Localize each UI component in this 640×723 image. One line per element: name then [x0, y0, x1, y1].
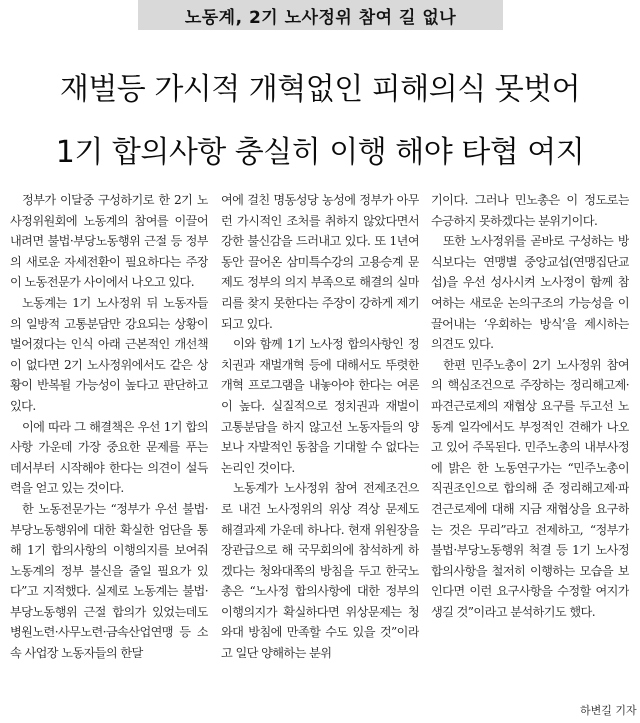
article-column-2: [221, 190, 419, 720]
paragraph: 또한 노사정위를 곧바로 구성하는 방식보다는 연맹별 중앙교섭(연맹집단교섭)을 우선 성사시켜 노사정이 함께 참여하는 새로운 논의구조의 가능성을 이끌어내는 ‘우회하는 방식’을 제시하는 의견도 있다.: [431, 234, 629, 352]
paragraph: 정부가 이달중 구성하기로 한 2기 노사정위원회에 노동계의 참여를 이끌어내려면 불법·부당노동행위 근절 등 정부의 새로운 자세전환이 필요하다는 주장이 노동전문가 사이에서 나오고 있다.: [10, 193, 208, 290]
paragraph: 한 노동전문가는 “정부가 우선 불법·부당노동행위에 대한 확실한 엄단을 통해 1기 합의사항의 이행의지를 보여줘 노동계의 정부 불신을 줄일 필요가 있다”고 지적했다. 실제로 노동계는 불법·부당노동행위 근절 합의가 있었는데도 병원노련·사무노련·금속산업연맹 등 소속 사업장 노동자들의 한달: [10, 501, 208, 661]
headline-line-2: 1기 합의사항 충실히 이행 해야 타협 여지: [55, 135, 585, 170]
headline-line-1: 재벌등 가시적 개혁없인 피해의식 못벗어: [59, 72, 581, 107]
byline: 하변길 기자: [580, 704, 637, 717]
article-column-3: [431, 190, 629, 720]
paragraph: 기이다. 그러나 민노총은 이 정도로는 수긍하지 못하겠다는 분위기이다.: [431, 193, 629, 228]
paragraph: 이와 함께 1기 노사정 합의사항인 정치권과 재벌개혁 등에 대해서도 뚜렷한 개혁 프로그램을 내놓아야 한다는 여론이 높다. 실질적으로 정치권과 재벌이 고통분담을 하지 않고선 노동자들의 양보나 자발적인 동참을 기대할 수 없다는 논리인 것이다.: [221, 337, 419, 475]
paragraph: 노동계는 1기 노사정위 뒤 노동자들의 일방적 고통분담만 강요되는 상황이 벌어졌다는 인식 아래 근본적인 개선책이 없다면 2기 노사정위에서도 같은 상황이 반복될 가능성이 높다고 판단하고 있다.: [10, 295, 208, 413]
paragraph: 이에 따라 그 해결책은 우선 1기 합의사항 가운데 가장 중요한 문제를 푸는 데서부터 시작해야 한다는 의견이 설득력을 얻고 있는 것이다.: [10, 419, 208, 496]
paragraph: 여에 걸친 명동성당 농성에 정부가 아무런 가시적인 조처를 취하지 않았다면서 강한 불신감을 드러내고 있다. 또 1년여 동안 끌어온 삼미특수강의 고용승계 문제도 정부의 의지 부족으로 해결의 실마리를 찾지 못한다는 주장이 강하게 제기되고 있다.: [221, 193, 419, 331]
paragraph: 노동계가 노사정위 참여 전제조건으로 내건 노사정위의 위상 격상 문제도 해결과제 가운데 하나다. 현재 위원장을 장관급으로 해 국무회의에 참석하게 하겠다는 청와대쪽의 방침을 두고 한국노총은 “노사정 합의사항에 대한 정부의 이행의지가 확실하다면 위상문제는 청와대 방침에 만족할 수도 있을 것”이라고 일단 양해하는 분위: [221, 481, 419, 661]
article-kicker: 노동계, 2기 노사정위 참여 길 없나: [138, 0, 503, 30]
article-column-1: [10, 190, 208, 720]
paragraph: 한편 민주노총이 2기 노사정위 참여의 핵심조건으로 주장하는 정리해고제·파견근로제의 재협상 요구를 두고선 노동계 일각에서도 부정적인 견해가 나오고 있어 주목된다. 민주노총의 내부사정에 밝은 한 노동연구가는 “민주노총이 직권조인으로 합의해 준 정리해고제·파견근로제에 대해 지금 재협상을 요구하는 것은 무리”라고 전제하고, “정부가 불법·부당노동행위 척결 등 1기 노사정 합의사항을 철저히 이행하는 모습을 보인다면 이런 요구사항을 수정할 여지가 생길 것”이라고 분석하기도 했다.: [431, 357, 629, 619]
